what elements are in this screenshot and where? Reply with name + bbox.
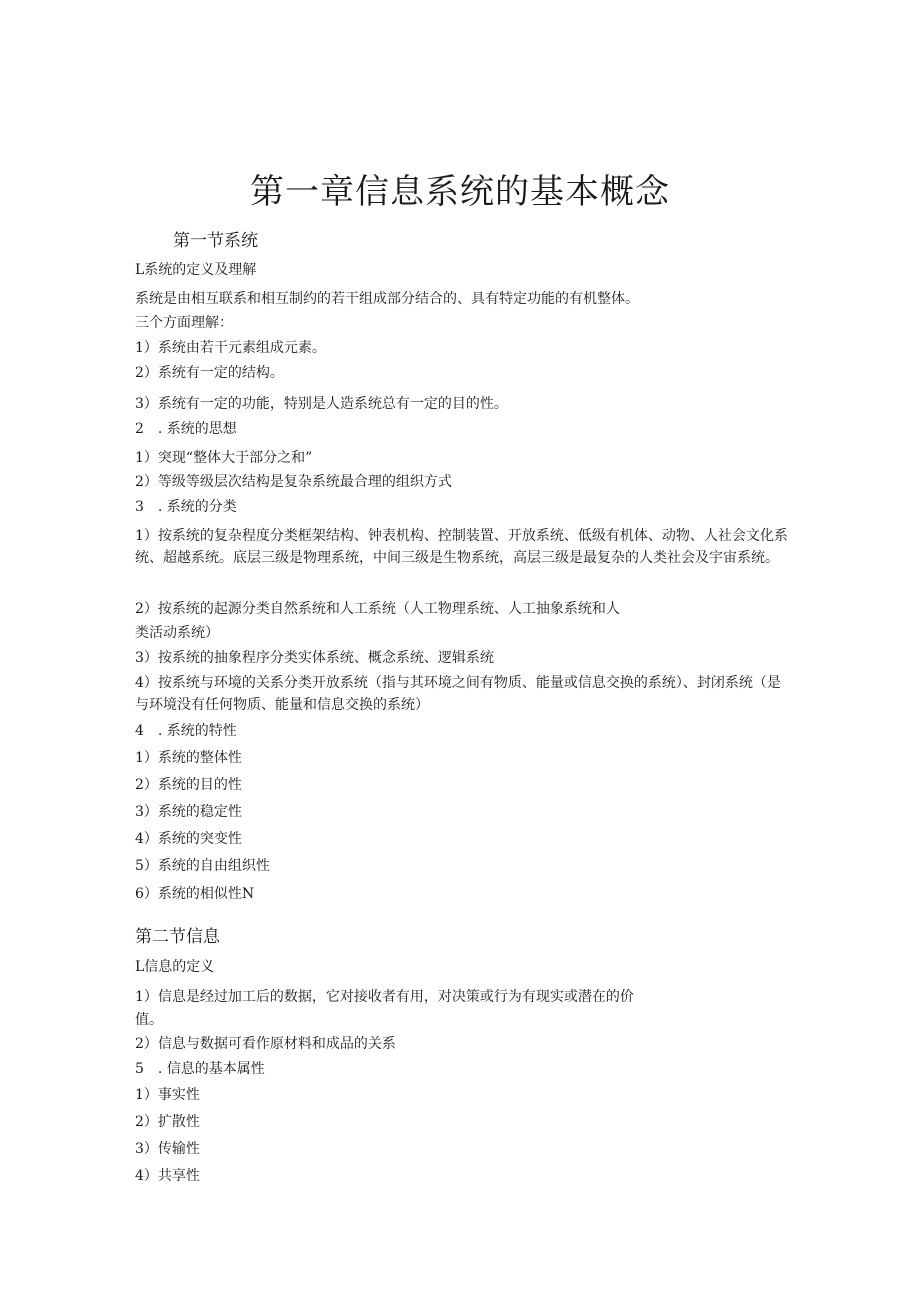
list-item: 2）扩散性 [135, 1114, 200, 1130]
list-item: 2）信息与数据可看作原材料和成品的关系 [135, 1036, 396, 1052]
list-item: 2）按系统的起源分类自然系统和人工系统（人工物理系统、人工抽象系统和人 [135, 601, 620, 617]
list-item-continuation: 值。 [135, 1012, 163, 1028]
list-item: 3）按系统的抽象程序分类实体系统、概念系统、逻辑系统 [135, 650, 494, 666]
list-item: 4）按系统与环境的关系分类开放系统（指与其环境之间有物质、能量或信息交换的系统）、封闭系统（是与环境没有任何物质、能量和信息交换的系统） [135, 675, 781, 713]
list-item: 5）系统的自由组织性 [135, 858, 270, 874]
list-item: 1）系统由若干元素组成元素。 [135, 340, 326, 356]
list-item: 1）系统的整体性 [135, 750, 242, 766]
paragraph-wrapped [135, 672, 790, 716]
paragraph: 系统是由相互联系和相互制约的若干组成部分结合的、具有特定功能的有机整体。 [135, 291, 639, 307]
paragraph: 三个方面理解： [135, 315, 233, 331]
paragraph: L系统的定义及理解 [135, 262, 257, 278]
paragraph-wrapped [135, 525, 790, 569]
list-item: 2）等级等级层次结构是复杂系统最合理的组织方式 [135, 474, 452, 490]
section-1-heading: 第一节系统 [173, 231, 258, 251]
paragraph: L信息的定义 [135, 959, 215, 975]
list-item: 6）系统的相似性N [135, 886, 255, 902]
subheading: 4 . 系统的特性 [135, 723, 237, 739]
list-item: 1）按系统的复杂程度分类框架结构、钟表机构、控制装置、开放系统、低级有机体、动物、人社会文化系统、超越系统。底层三级是物理系统，中间三级是生物系统，高层三级是最复杂的人类社会及宇宙系统。 [135, 528, 788, 566]
list-item-continuation: 类活动系统） [135, 625, 219, 641]
list-item: 4）共享性 [135, 1168, 200, 1184]
section-2-heading: 第二节信息 [135, 927, 220, 947]
subheading: 3 . 系统的分类 [135, 499, 237, 515]
list-item: 1）事实性 [135, 1087, 200, 1103]
list-item: 2）系统的目的性 [135, 777, 242, 793]
list-item: 3）传输性 [135, 1141, 200, 1157]
chapter-title: 第一章信息系统的基本概念 [250, 171, 670, 212]
subheading: 2 . 系统的思想 [135, 421, 237, 437]
subheading: 5 . 信息的基本属性 [135, 1061, 265, 1077]
list-item: 4）系统的突变性 [135, 831, 242, 847]
list-item: 1）突现“整体大于部分之和” [135, 450, 313, 466]
list-item: 1）信息是经过加工后的数据，它对接收者有用，对决策或行为有现实或潜在的价 [135, 989, 634, 1005]
list-item: 2）系统有一定的结构。 [135, 365, 284, 381]
list-item: 3）系统有一定的功能，特别是人造系统总有一定的目的性。 [135, 396, 508, 412]
list-item: 3）系统的稳定性 [135, 804, 242, 820]
